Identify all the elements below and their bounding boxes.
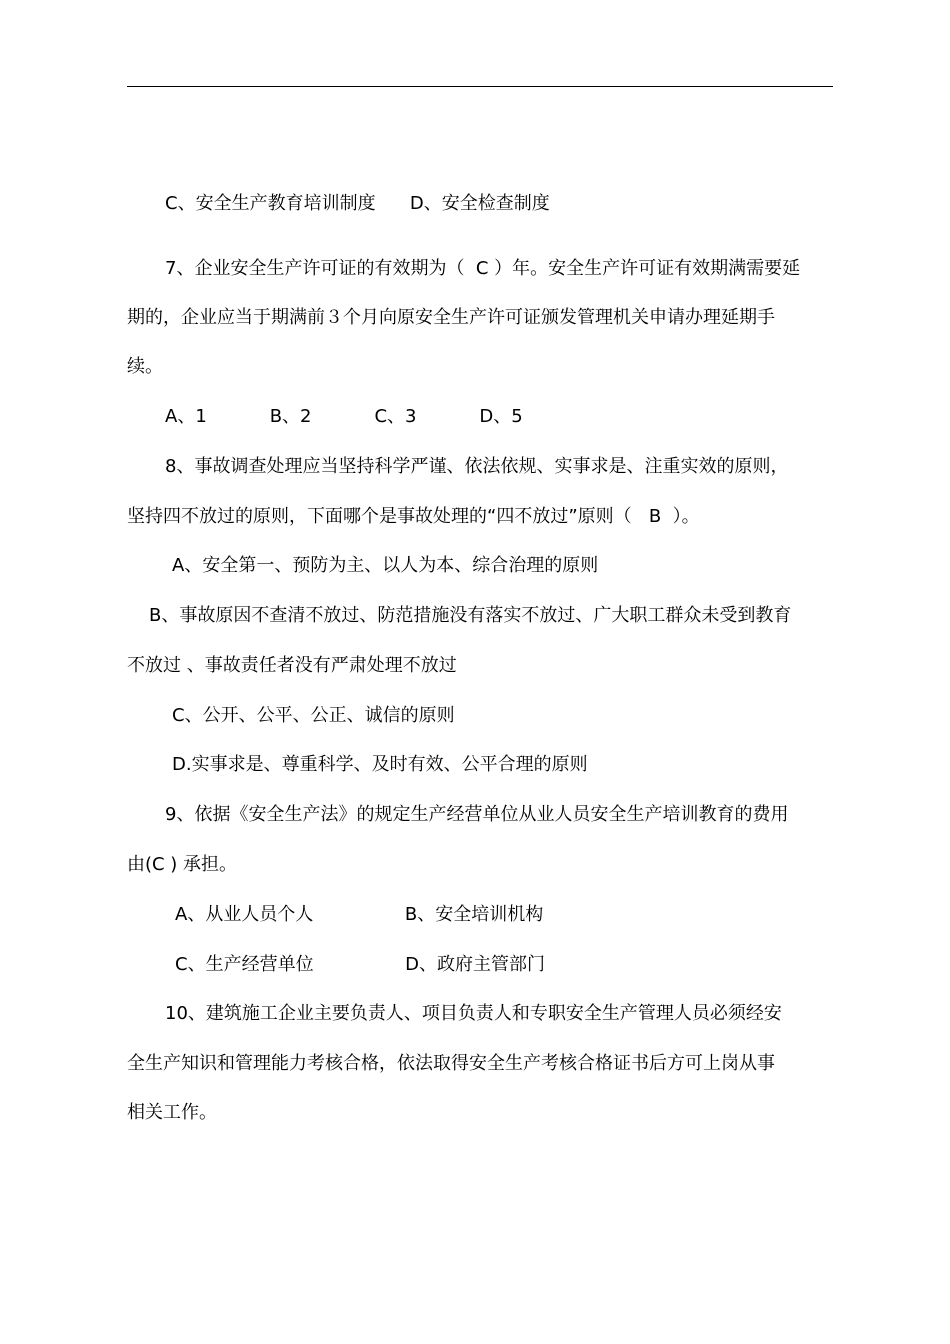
question-10-line-3: 相关工作。 [127,1102,217,1123]
question-8-line-2: 坚持四不放过的原则，下面哪个是事故处理的“四不放过”原则（ B ）。 [127,506,700,527]
question-7-line-2: 期的，企业应当于期满前３个月向原安全生产许可证颁发管理机关申请办理延期手 [127,307,775,328]
question-7-options: A、1 B、2 C、3 D、5 [165,406,523,427]
question-7-line-1: 7、企业安全生产许可证的有效期为（ C ）年。安全生产许可证有效期满需要延 [165,258,801,279]
question-8-option-d: D.实事求是、尊重科学、及时有效、公平合理的原则 [172,754,588,775]
question-9-line-2: 由(C ) 承担。 [127,854,238,875]
question-10-line-2: 全生产知识和管理能力考核合格，依法取得安全生产考核合格证书后方可上岗从事 [127,1053,775,1074]
question-7-line-3: 续。 [127,356,163,377]
question-9-options-c-d: C、生产经营单位 D、政府主管部门 [175,954,545,975]
question-8-option-b-line-2: 不放过 、事故责任者没有严肃处理不放过 [127,655,457,676]
header-rule [127,86,833,87]
question-9-options-a-b: A、从业人员个人 B、安全培训机构 [175,904,544,925]
question-8-line-1: 8、事故调查处理应当坚持科学严谨、依法依规、实事求是、注重实效的原则， [165,456,789,477]
question-10-line-1: 10、建筑施工企业主要负责人、项目负责人和专职安全生产管理人员必须经安 [165,1003,782,1024]
question-8-option-b-line-1: B、事故原因不查清不放过、防范措施没有落实不放过、广大职工群众未受到教育 [149,605,792,626]
question-8-option-c: C、公开、公平、公正、诚信的原则 [172,705,455,726]
question-8-option-a: A、安全第一、预防为主、以人为本、综合治理的原则 [172,555,599,576]
question-9-line-1: 9、依据《安全生产法》的规定生产经营单位从业人员安全生产培训教育的费用 [165,804,789,825]
option-line-c-d: C、安全生产教育培训制度 D、安全检查制度 [165,193,550,214]
